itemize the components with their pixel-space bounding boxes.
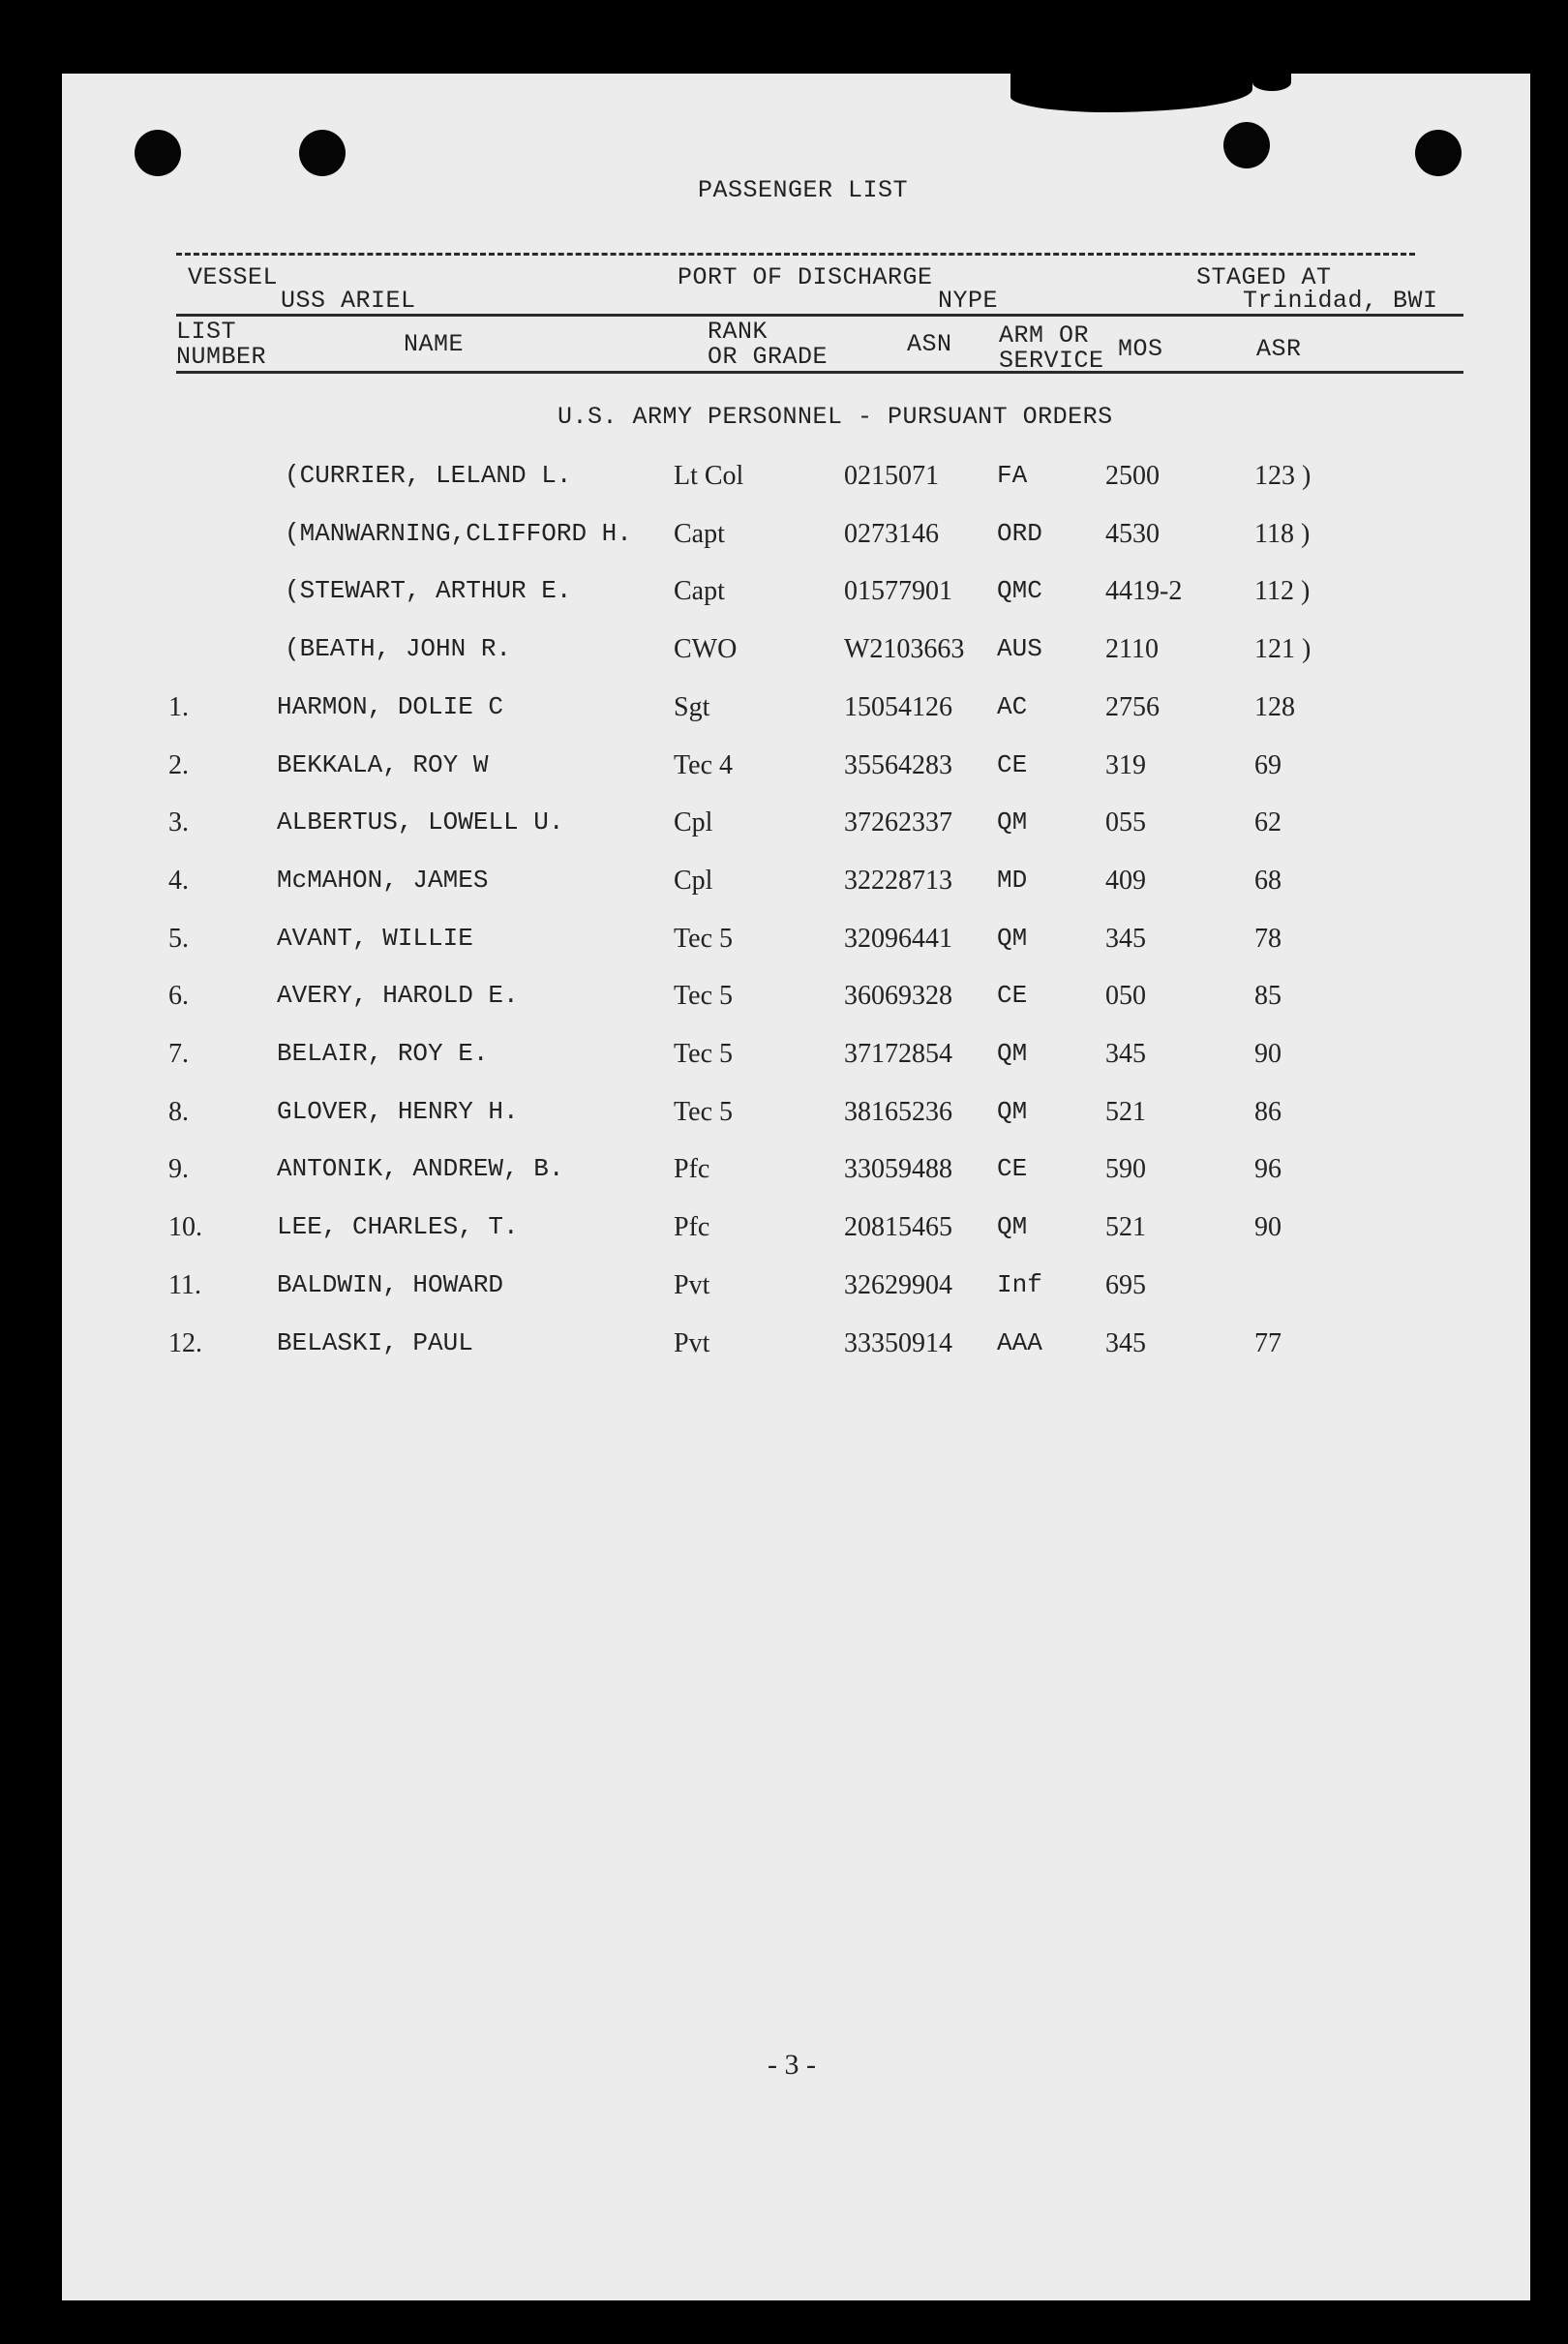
cell-name: HARMON, DOLIE C bbox=[277, 691, 504, 721]
cell-asr: 90 bbox=[1254, 1212, 1282, 1243]
cell-rank: Tec 5 bbox=[674, 1096, 734, 1127]
cell-mos: 695 bbox=[1105, 1269, 1146, 1300]
cell-asn: 32228713 bbox=[844, 865, 952, 896]
cell-num: 2. bbox=[168, 749, 189, 780]
document-page bbox=[62, 74, 1530, 2300]
cell-asn: 37262337 bbox=[844, 807, 952, 838]
cell-rank: CWO bbox=[674, 634, 738, 665]
cell-asn: 01577901 bbox=[844, 576, 952, 607]
vessel-value: USS ARIEL bbox=[281, 287, 416, 315]
cell-asn: 37172854 bbox=[844, 1039, 952, 1069]
cell-asn: 20815465 bbox=[844, 1212, 952, 1243]
cell-arm: AC bbox=[997, 691, 1028, 721]
cell-mos: 319 bbox=[1105, 749, 1146, 780]
cell-mos: 345 bbox=[1105, 1039, 1146, 1069]
cell-asr: 90 bbox=[1254, 1039, 1282, 1069]
cell-rank: Pvt bbox=[674, 1269, 710, 1300]
cell-arm: QM bbox=[997, 1096, 1028, 1126]
cell-name: (BEATH, JOHN R. bbox=[285, 634, 512, 664]
cell-name: AVERY, HAROLD E. bbox=[277, 981, 519, 1011]
cell-asr: 68 bbox=[1254, 865, 1282, 896]
cell-rank: Tec 5 bbox=[674, 981, 734, 1012]
header-rule-top bbox=[176, 253, 1415, 256]
cell-name: BELASKI, PAUL bbox=[277, 1327, 473, 1357]
cell-name: McMAHON, JAMES bbox=[277, 865, 489, 895]
cell-asr: 86 bbox=[1254, 1096, 1282, 1127]
header-rule-middle bbox=[176, 314, 1463, 317]
cell-asn: 0215071 bbox=[844, 461, 939, 491]
cell-rank: Lt Col bbox=[674, 461, 744, 491]
cell-name: LEE, CHARLES, T. bbox=[277, 1212, 519, 1242]
cell-rank: Pfc bbox=[674, 1212, 710, 1243]
col-arm-1: ARM OR bbox=[999, 321, 1090, 350]
cell-rank: Tec 5 bbox=[674, 1039, 734, 1069]
cell-num: 8. bbox=[168, 1096, 189, 1127]
cell-asr: 123 ) bbox=[1254, 461, 1312, 491]
cell-asn: 36069328 bbox=[844, 981, 952, 1012]
cell-asn: 15054126 bbox=[844, 691, 952, 722]
cell-arm: QM bbox=[997, 1039, 1028, 1068]
cell-name: ALBERTUS, LOWELL U. bbox=[277, 807, 564, 837]
cell-arm: QMC bbox=[997, 576, 1042, 606]
cell-arm: CE bbox=[997, 981, 1028, 1011]
cell-asn: W2103663 bbox=[844, 634, 965, 665]
punch-hole-right bbox=[1415, 130, 1462, 176]
cell-asr: 128 bbox=[1254, 691, 1295, 722]
cell-mos: 2110 bbox=[1105, 634, 1159, 665]
cell-num: 10. bbox=[168, 1212, 202, 1243]
cell-rank: Capt bbox=[674, 576, 725, 607]
cell-num: 6. bbox=[168, 981, 189, 1012]
cell-mos: 590 bbox=[1105, 1154, 1146, 1185]
page-number: - 3 - bbox=[768, 2049, 816, 2081]
cell-rank: Capt bbox=[674, 518, 725, 549]
cell-name: BEKKALA, ROY W bbox=[277, 749, 489, 779]
col-rank-1: RANK bbox=[708, 318, 769, 346]
cell-arm: AUS bbox=[997, 634, 1042, 664]
torn-corner bbox=[1010, 74, 1252, 112]
cell-name: (STEWART, ARTHUR E. bbox=[285, 576, 572, 606]
cell-asn: 0273146 bbox=[844, 518, 939, 549]
cell-rank: Cpl bbox=[674, 807, 713, 838]
cell-asr: 96 bbox=[1254, 1154, 1282, 1185]
cell-num: 9. bbox=[168, 1154, 189, 1185]
cell-asn: 38165236 bbox=[844, 1096, 952, 1127]
col-name: NAME bbox=[404, 330, 465, 358]
port-label: PORT OF DISCHARGE bbox=[678, 263, 933, 291]
cell-rank: Pfc bbox=[674, 1154, 710, 1185]
cell-arm: AAA bbox=[997, 1327, 1042, 1357]
cell-asr: 118 ) bbox=[1254, 518, 1311, 549]
punch-hole-center-left bbox=[299, 130, 346, 176]
cell-asn: 32629904 bbox=[844, 1269, 952, 1300]
cell-name: AVANT, WILLIE bbox=[277, 923, 473, 953]
cell-mos: 521 bbox=[1105, 1096, 1146, 1127]
header-rule-bottom bbox=[176, 371, 1463, 374]
vessel-label: VESSEL bbox=[188, 263, 279, 291]
cell-asr: 85 bbox=[1254, 981, 1282, 1012]
cell-mos: 2756 bbox=[1105, 691, 1160, 722]
col-asn: ASN bbox=[907, 330, 952, 358]
cell-rank: Pvt bbox=[674, 1327, 710, 1358]
col-list-number-2: NUMBER bbox=[176, 343, 267, 371]
col-rank-2: OR GRADE bbox=[708, 343, 829, 371]
staged-label: STAGED AT bbox=[1196, 263, 1332, 291]
cell-arm: Inf bbox=[997, 1269, 1042, 1299]
port-value: NYPE bbox=[938, 287, 999, 315]
cell-arm: QM bbox=[997, 1212, 1028, 1242]
cell-mos: 521 bbox=[1105, 1212, 1146, 1243]
cell-mos: 4419-2 bbox=[1105, 576, 1183, 607]
col-mos: MOS bbox=[1118, 335, 1163, 363]
cell-mos: 055 bbox=[1105, 807, 1146, 838]
col-asr: ASR bbox=[1256, 335, 1302, 363]
col-arm-2: SERVICE bbox=[999, 347, 1104, 375]
cell-asr: 112 ) bbox=[1254, 576, 1311, 607]
cell-arm: CE bbox=[997, 1154, 1028, 1184]
cell-rank: Cpl bbox=[674, 865, 713, 896]
cell-asr: 78 bbox=[1254, 923, 1282, 954]
cell-asr: 77 bbox=[1254, 1327, 1282, 1358]
punch-hole-right-center bbox=[1223, 122, 1270, 168]
cell-mos: 409 bbox=[1105, 865, 1146, 896]
cell-name: BELAIR, ROY E. bbox=[277, 1039, 489, 1068]
cell-asr: 62 bbox=[1254, 807, 1282, 838]
cell-arm: CE bbox=[997, 749, 1028, 779]
section-title: U.S. ARMY PERSONNEL - PURSUANT ORDERS bbox=[558, 403, 1113, 431]
cell-asn: 33350914 bbox=[844, 1327, 952, 1358]
cell-asr: 121 ) bbox=[1254, 634, 1312, 665]
cell-asn: 35564283 bbox=[844, 749, 952, 780]
cell-mos: 345 bbox=[1105, 1327, 1146, 1358]
cell-num: 3. bbox=[168, 807, 189, 838]
cell-arm: FA bbox=[997, 461, 1028, 490]
cell-name: (CURRIER, LELAND L. bbox=[285, 461, 572, 490]
cell-rank: Tec 5 bbox=[674, 923, 734, 954]
torn-edge bbox=[1252, 74, 1291, 91]
col-list-number-1: LIST bbox=[176, 318, 237, 346]
cell-mos: 4530 bbox=[1105, 518, 1160, 549]
cell-num: 11. bbox=[168, 1269, 201, 1300]
cell-num: 7. bbox=[168, 1039, 189, 1069]
cell-rank: Tec 4 bbox=[674, 749, 734, 780]
cell-arm: ORD bbox=[997, 518, 1042, 548]
cell-mos: 345 bbox=[1105, 923, 1146, 954]
cell-mos: 050 bbox=[1105, 981, 1146, 1012]
cell-rank: Sgt bbox=[674, 691, 710, 722]
cell-name: (MANWARNING,CLIFFORD H. bbox=[285, 518, 632, 548]
cell-asn: 33059488 bbox=[844, 1154, 952, 1185]
cell-num: 1. bbox=[168, 691, 189, 722]
cell-arm: QM bbox=[997, 923, 1028, 953]
cell-name: ANTONIK, ANDREW, B. bbox=[277, 1154, 564, 1184]
cell-name: GLOVER, HENRY H. bbox=[277, 1096, 519, 1126]
cell-num: 4. bbox=[168, 865, 189, 896]
punch-hole-left bbox=[135, 130, 181, 176]
cell-asr: 69 bbox=[1254, 749, 1282, 780]
cell-num: 5. bbox=[168, 923, 189, 954]
cell-arm: MD bbox=[997, 865, 1028, 895]
cell-num: 12. bbox=[168, 1327, 202, 1358]
cell-mos: 2500 bbox=[1105, 461, 1160, 491]
cell-asn: 32096441 bbox=[844, 923, 952, 954]
staged-value: Trinidad, BWI bbox=[1243, 287, 1438, 315]
cell-name: BALDWIN, HOWARD bbox=[277, 1269, 504, 1299]
page-title: PASSENGER LIST bbox=[698, 176, 909, 204]
cell-arm: QM bbox=[997, 807, 1028, 837]
